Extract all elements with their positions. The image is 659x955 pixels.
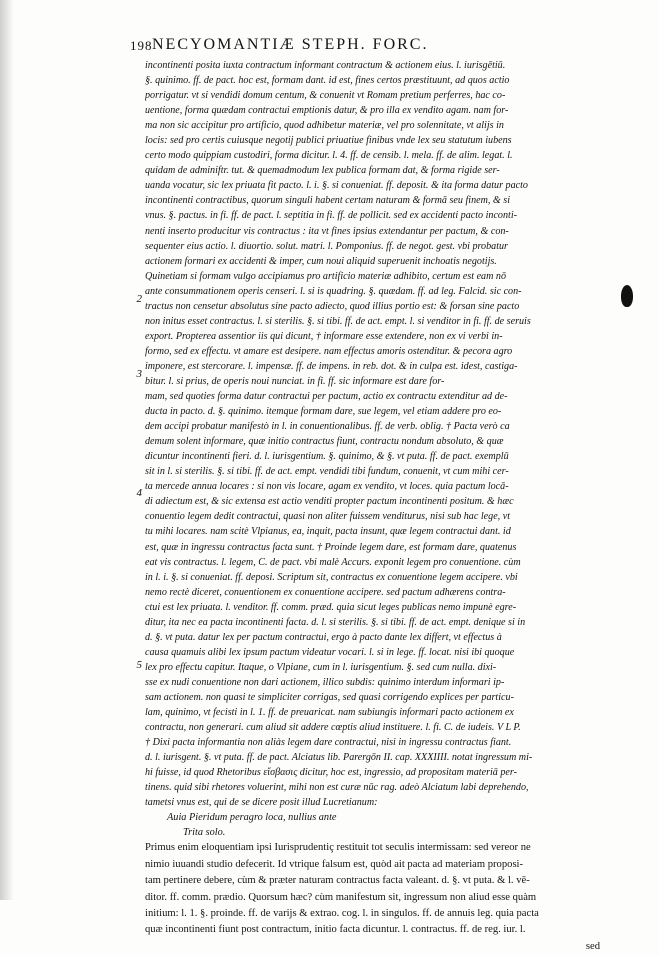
text-line: tametsi vnus est, qui de se dicere posit illud Lucretianum: <box>145 797 378 809</box>
text-line: uanda vocatur, sic lex priuata fit pacto. l. i. §. si conueniat. ff. deposit. & ita forma datur pacto <box>145 180 528 192</box>
text-line: di adiectum est, & sic extensa est actio venditi propter pactum incontinenti positum. & hæc <box>145 496 514 508</box>
text-line: nemo rectè diceret, conuentionem ex conuentione accipere. sed pactum adhærens contra- <box>145 586 506 598</box>
text-line: non initus esset contractus. l. si sterilis. §. si tibi. ff. de act. empt. l. si venditor in fi. ff. de seruis <box>145 315 531 327</box>
text-line: mam, sed quoties forma datur contractui per pactum, actio ex contractu extenditur ad de- <box>145 391 508 403</box>
marginal-number: 4 <box>136 487 142 499</box>
text-line: certo modo quippiam custodiri, forma dicitur. l. 4. ff. de censib. l. mela. ff. de alim. legat. l. <box>145 150 513 162</box>
text-line: formo, sed ex effectu. vt amare est desipere. nam effectus amoris ostenditur. & pecora agro <box>145 345 513 357</box>
text-line: uentione, forma quædam contractui emptionis datur, & pro illa ex vendito agam. nam for- <box>145 105 509 117</box>
marginal-number: 2 <box>136 293 142 305</box>
ink-blot <box>621 285 633 307</box>
text-line: causa quamuis alibi lex ipsum pactum videatur vocari. l. si in lege. ff. locat. nisi ibi quoque <box>145 646 515 658</box>
text-line: lam, quinimo, vt fecisti in l. 1. ff. de preuaricat. nam subiungis informari pacto actionem ex <box>145 707 514 719</box>
text-line: † Dixi pacta informantia non aliàs legem dare contractui, nisi in ingressu contractus fiant. <box>145 737 512 749</box>
text-line: ditor. ff. comm. prædio. Quorsum hæc? cùm manifestum sit, ingressum non aliud esse quàm <box>145 891 537 903</box>
text-line: d. §. vt puta. datur lex per pactum contractui, ergo à pacto dante lex differt, vt effectus à <box>145 631 502 643</box>
text-line: demum solent informare, quæ initio contractus fiunt, contractu nondum absoluto, & quæ <box>145 436 504 448</box>
text-line: sse ex nudi conuentione non dari actionem, illico subdis: quinimo interdum informari ip- <box>145 676 505 688</box>
text-line: est, quæ in ingressu contractus facta sunt. † Proinde legem dare, est formam dare, quatenus <box>145 541 517 553</box>
text-line: Quinetiam si formam vulgo accipiamus pro artificio materiæ adhibito, certum est eam nō <box>145 270 507 282</box>
text-line: in l. i. §. si conueniat. ff. deposi. Scriptum sit, contractus ex conuentione legem accipere. vbi <box>145 571 518 583</box>
text-line: locis: sed pro certis cuiusque negotij publici priuatiue finibus vnde lex seu statutum iubens <box>145 135 512 147</box>
text-line: actionem formari ex accidenti & imper, cum noui aliquid superuenit inchoatis negotijs. <box>145 255 497 267</box>
text-line: ctui est lex priuata. l. venditor. ff. comm. præd. quia sicut leges publicas nemo impunè egre- <box>145 601 517 613</box>
text-line: export. Propterea assentior iis qui dicunt, † informare esse extendere, non ex vi verbi in- <box>145 330 503 342</box>
text-line: sequenter eius actio. l. diuortio. solut. matri. l. Pomponius. ff. de negot. gest. vbi probatur <box>145 240 508 252</box>
text-line: bitur. l. si prius, de operis noui nunciat. in fi. ff. sic informare est dare for- <box>145 375 445 387</box>
text-line: eat vis contractus. l. legem, C. de pact. vbi malè Accurs. exponit legem pro conuentione. cùm <box>145 556 521 568</box>
text-line: tinens. quid sibi rhetores voluerint, mihi non est curæ nūc rag. adeò Alciatum labi deprehendo, <box>145 782 529 794</box>
text-line: conuentio legem dedit contractui, quasi non aliter fuissem venditurus, nisi sub hac lege, vt <box>145 511 511 523</box>
text-line: dicuntur incontinenti fieri. d. l. iurisgentium. §. quinimo, & §. vt puta. ff. de pact. exemplū <box>145 451 509 463</box>
text-line: initium: l. 1. §. proinde. ff. de varijs & extrao. cog. l. in singulos. ff. de annuis leg. quia pacta <box>145 908 539 919</box>
page-number: 198 <box>130 38 153 53</box>
marginal-number: 5 <box>136 659 142 671</box>
binding-shadow <box>0 0 14 900</box>
running-head: NECYOMANTIÆ STEPH. FORC. <box>152 36 429 53</box>
text-line: ante consummationem operis censeri. l. si is quadring. §. quædam. ff. ad leg. Falcid. sic con- <box>145 285 522 297</box>
text-line: ditur, ita nec ea pacta incontinenti facta. d. l. si sterilis. §. si tibi. ff. de act. empt. denique si in <box>145 616 526 628</box>
text-line: contractu, non generari. cum aliud sit addere cœptis aliud instituere. l. fi. C. de iudeis. V L P. <box>145 722 521 734</box>
text-line: ta mercede annua locares : si non vis locare, agam ex vendito, vt loces. quia pactum locā- <box>145 481 509 493</box>
text-line: quidam de adminiftr. tut. & quemadmodum lex publica formam dat, & forma rigide ser- <box>145 165 500 177</box>
text-line: tractus non censetur absolutus sine pacto adiecto, quod illius portio est: & forsan sine pacto <box>145 300 520 312</box>
text-line: imponere, est stercorare. l. impensæ. ff. de impens. in reb. dot. & in culpa est. idest, castiga- <box>145 360 518 372</box>
text-line: vnus. §. pactus. in fi. ff. de pact. l. septitia in fi. ff. de pollicit. sed ex accidenti pacto inconti- <box>145 210 518 222</box>
text-line: lex pro effectu capitur. Itaque, o Vlpiane, cum in l. iurisgentium. §. sed cum nulla. dixi- <box>145 661 497 673</box>
text-line: hi fuisse, id quod Rhetoribus εἴσβασις dicitur, hoc est, ingressio, ad propositam materiā per- <box>145 767 517 779</box>
text-line: incontinenti contractibus, quorum singuli habent certam naturam & formā seu finem, & si <box>145 195 511 207</box>
text-line: §. quinimo. ff. de pact. hoc est, formam dant. id est, fines certos præstituunt, ad quos actio <box>145 75 510 87</box>
text-line: quæ incontinenti fiunt post contractum, initio facta dicuntur. l. contractus. ff. de reg. iur. l. <box>145 924 526 936</box>
text-line: porrigatur. vt si vendidi domum centum, & conuenit vt Romam pretium perferres, hac co- <box>145 90 506 102</box>
text-line: dem accipi probatur manifestò in l. in conuentionalibus. ff. de verb. oblig. † Pacta verò ca <box>145 421 510 433</box>
text-line: sit in l. si sterilis. §. si tibi. ff. de act. empt. vendidi tibi fundum, conuenit, vt cum mihi cer- <box>145 466 509 478</box>
page-header <box>130 38 600 60</box>
text-line: ma non sic accipitur pro artificio, quod adhibetur materiæ, vel pro solennitate, vt alijs in <box>145 120 504 132</box>
body-text <box>145 58 600 955</box>
text-line: d. l. iurisgent. §. vt puta. ff. de pact. Alciatus lib. Parergōn II. cap. XXXIIII. notat ingressum mi- <box>145 752 533 764</box>
text-line: incontinenti posita iuxta contractum informant contractum & actionem eius. l. iurisgētiū. <box>145 60 506 71</box>
text-line: nimio iuuandi studio defecerit. Id vtrique falsum est, quòd ait pacta ad materiam proposi- <box>145 858 524 870</box>
text-line: Primus enim eloquentiam ipsi Iurisprudentiç restituit tot seculis intermissam: sed vereor ne <box>145 842 531 854</box>
text-line: Auia Pieridum peragro loca, nullius ante <box>167 812 337 824</box>
text-line: Trita solo. <box>183 827 226 839</box>
text-line: ducta in pacto. d. §. quinimo. itemque formam dare, sue legem, vel etiam addere pro eo- <box>145 406 502 418</box>
text-line: tam pertinere debere, cùm & præter naturam contractus facta valeant. d. §. vt puta. & l. vē- <box>145 875 530 887</box>
text-line: sam actionem. non quasi te simpliciter corrigas, sed quasi corrigendo explices per particu- <box>145 691 514 703</box>
text-line: tu mihi locares. nam scitè Vlpianus, ea, inquit, pacta insunt, quæ legem contractui dant. id <box>145 526 511 538</box>
catchword: sed <box>585 940 600 952</box>
marginal-number: 3 <box>136 368 142 380</box>
text-line: nenti inserto producitur vis contractus : ita vt fines ipsius extendantur per pactum, & con- <box>145 225 509 237</box>
